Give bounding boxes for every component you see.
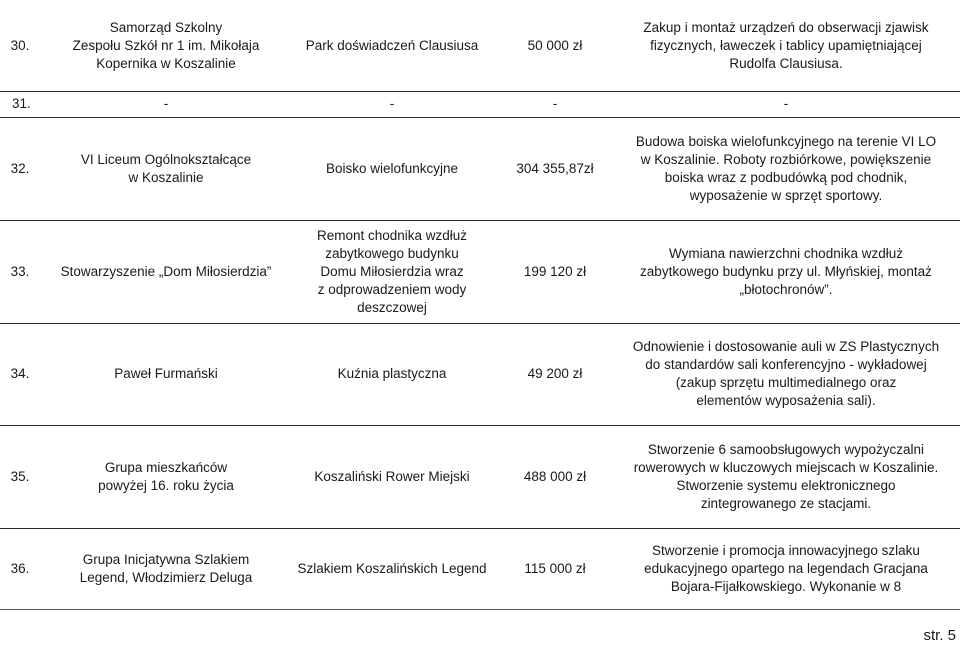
project-cell: Park doświadczeń Clausiusa: [305, 37, 479, 53]
description-cell: -: [783, 96, 789, 111]
organization-cell: Grupa mieszkańców powyżej 16. roku życia: [98, 459, 234, 493]
table-row: [0, 117, 960, 220]
row-number: 32.: [10, 160, 30, 176]
row-number: 31.: [12, 96, 31, 111]
table-row: [0, 91, 960, 117]
description-cell: Budowa boiska wielofunkcyjnego na terenie VI LO w Koszalinie. Roboty rozbiórkowe, powiększenie boiska wraz z podbudówką pod chodnik, wyposażenie w sprzęt sportowy.: [635, 133, 937, 203]
project-cell: Kuźnia plastyczna: [337, 366, 447, 381]
row-number: 36.: [10, 560, 30, 576]
amount-cell: 488 000 zł: [523, 468, 587, 484]
table-row: [0, 220, 960, 323]
table-row: [0, 425, 960, 528]
row-number: 33.: [10, 263, 30, 279]
amount-cell: 115 000 zł: [524, 560, 586, 576]
organization-cell: Grupa Inicjatywna Szlakiem Legend, Włodzimierz Deluga: [79, 551, 253, 585]
organization-cell: Samorząd Szkolny Zespołu Szkół nr 1 im. Mikołaja Kopernika w Koszalinie: [72, 19, 260, 71]
project-cell: Koszaliński Rower Miejski: [314, 468, 470, 484]
amount-cell: 304 355,87zł: [516, 160, 594, 176]
description-cell: Zakup i montaż urządzeń do obserwacji zjawisk fizycznych, ławeczek i tablicy upamiętniającej Rudolfa Clausiusa.: [643, 19, 929, 71]
description-cell: Odnowienie i dostosowanie auli w ZS Plastycznych do standardów sali konferencyjno - wykładowej (zakup sprzętu multimedialnego oraz elementów wyposażenia sali).: [632, 339, 940, 408]
amount-cell: 49 200 zł: [527, 366, 583, 381]
organization-cell: Paweł Furmański: [114, 366, 218, 381]
project-cell: -: [389, 96, 395, 111]
table-row: [0, 0, 960, 91]
description-cell: Stworzenie 6 samoobsługowych wypożyczalni rowerowych w kluczowych miejscach w Koszalinie. Stworzenie systemu elektronicznego zintegrowanego ze stacjami.: [633, 441, 939, 511]
amount-cell: 199 120 zł: [523, 263, 587, 279]
organization-cell: -: [163, 96, 169, 111]
project-cell: Boisko wielofunkcyjne: [325, 160, 459, 176]
page-number: str. 5: [923, 627, 956, 644]
row-number: 34.: [10, 366, 30, 381]
description-cell: Wymiana nawierzchni chodnika wzdłuż zabytkowego budynku przy ul. Młyńskiej, montaż „błotochronów”.: [640, 245, 932, 297]
row-number: 35.: [10, 468, 30, 484]
amount-cell: 50 000 zł: [527, 37, 583, 53]
table-row: [0, 528, 960, 609]
row-number: 30.: [10, 37, 30, 53]
amount-cell: -: [552, 96, 558, 111]
project-cell: Szlakiem Koszalińskich Legend: [297, 560, 487, 576]
table-row: [0, 323, 960, 425]
organization-cell: VI Liceum Ogólnokształcące w Koszalinie: [80, 151, 252, 185]
description-cell: Stworzenie i promocja innowacyjnego szlaku edukacyjnego opartego na legendach Gracjana Bojara-Fijałkowskiego. Wykonanie w 8: [644, 542, 928, 594]
organization-cell: Stowarzyszenie „Dom Miłosierdzia”: [60, 263, 272, 279]
project-cell: Remont chodnika wzdłuż zabytkowego budynku Domu Miłosierdzia wraz z odprowadzeniem wody deszczowej: [316, 227, 468, 315]
row-divider: [0, 609, 960, 610]
